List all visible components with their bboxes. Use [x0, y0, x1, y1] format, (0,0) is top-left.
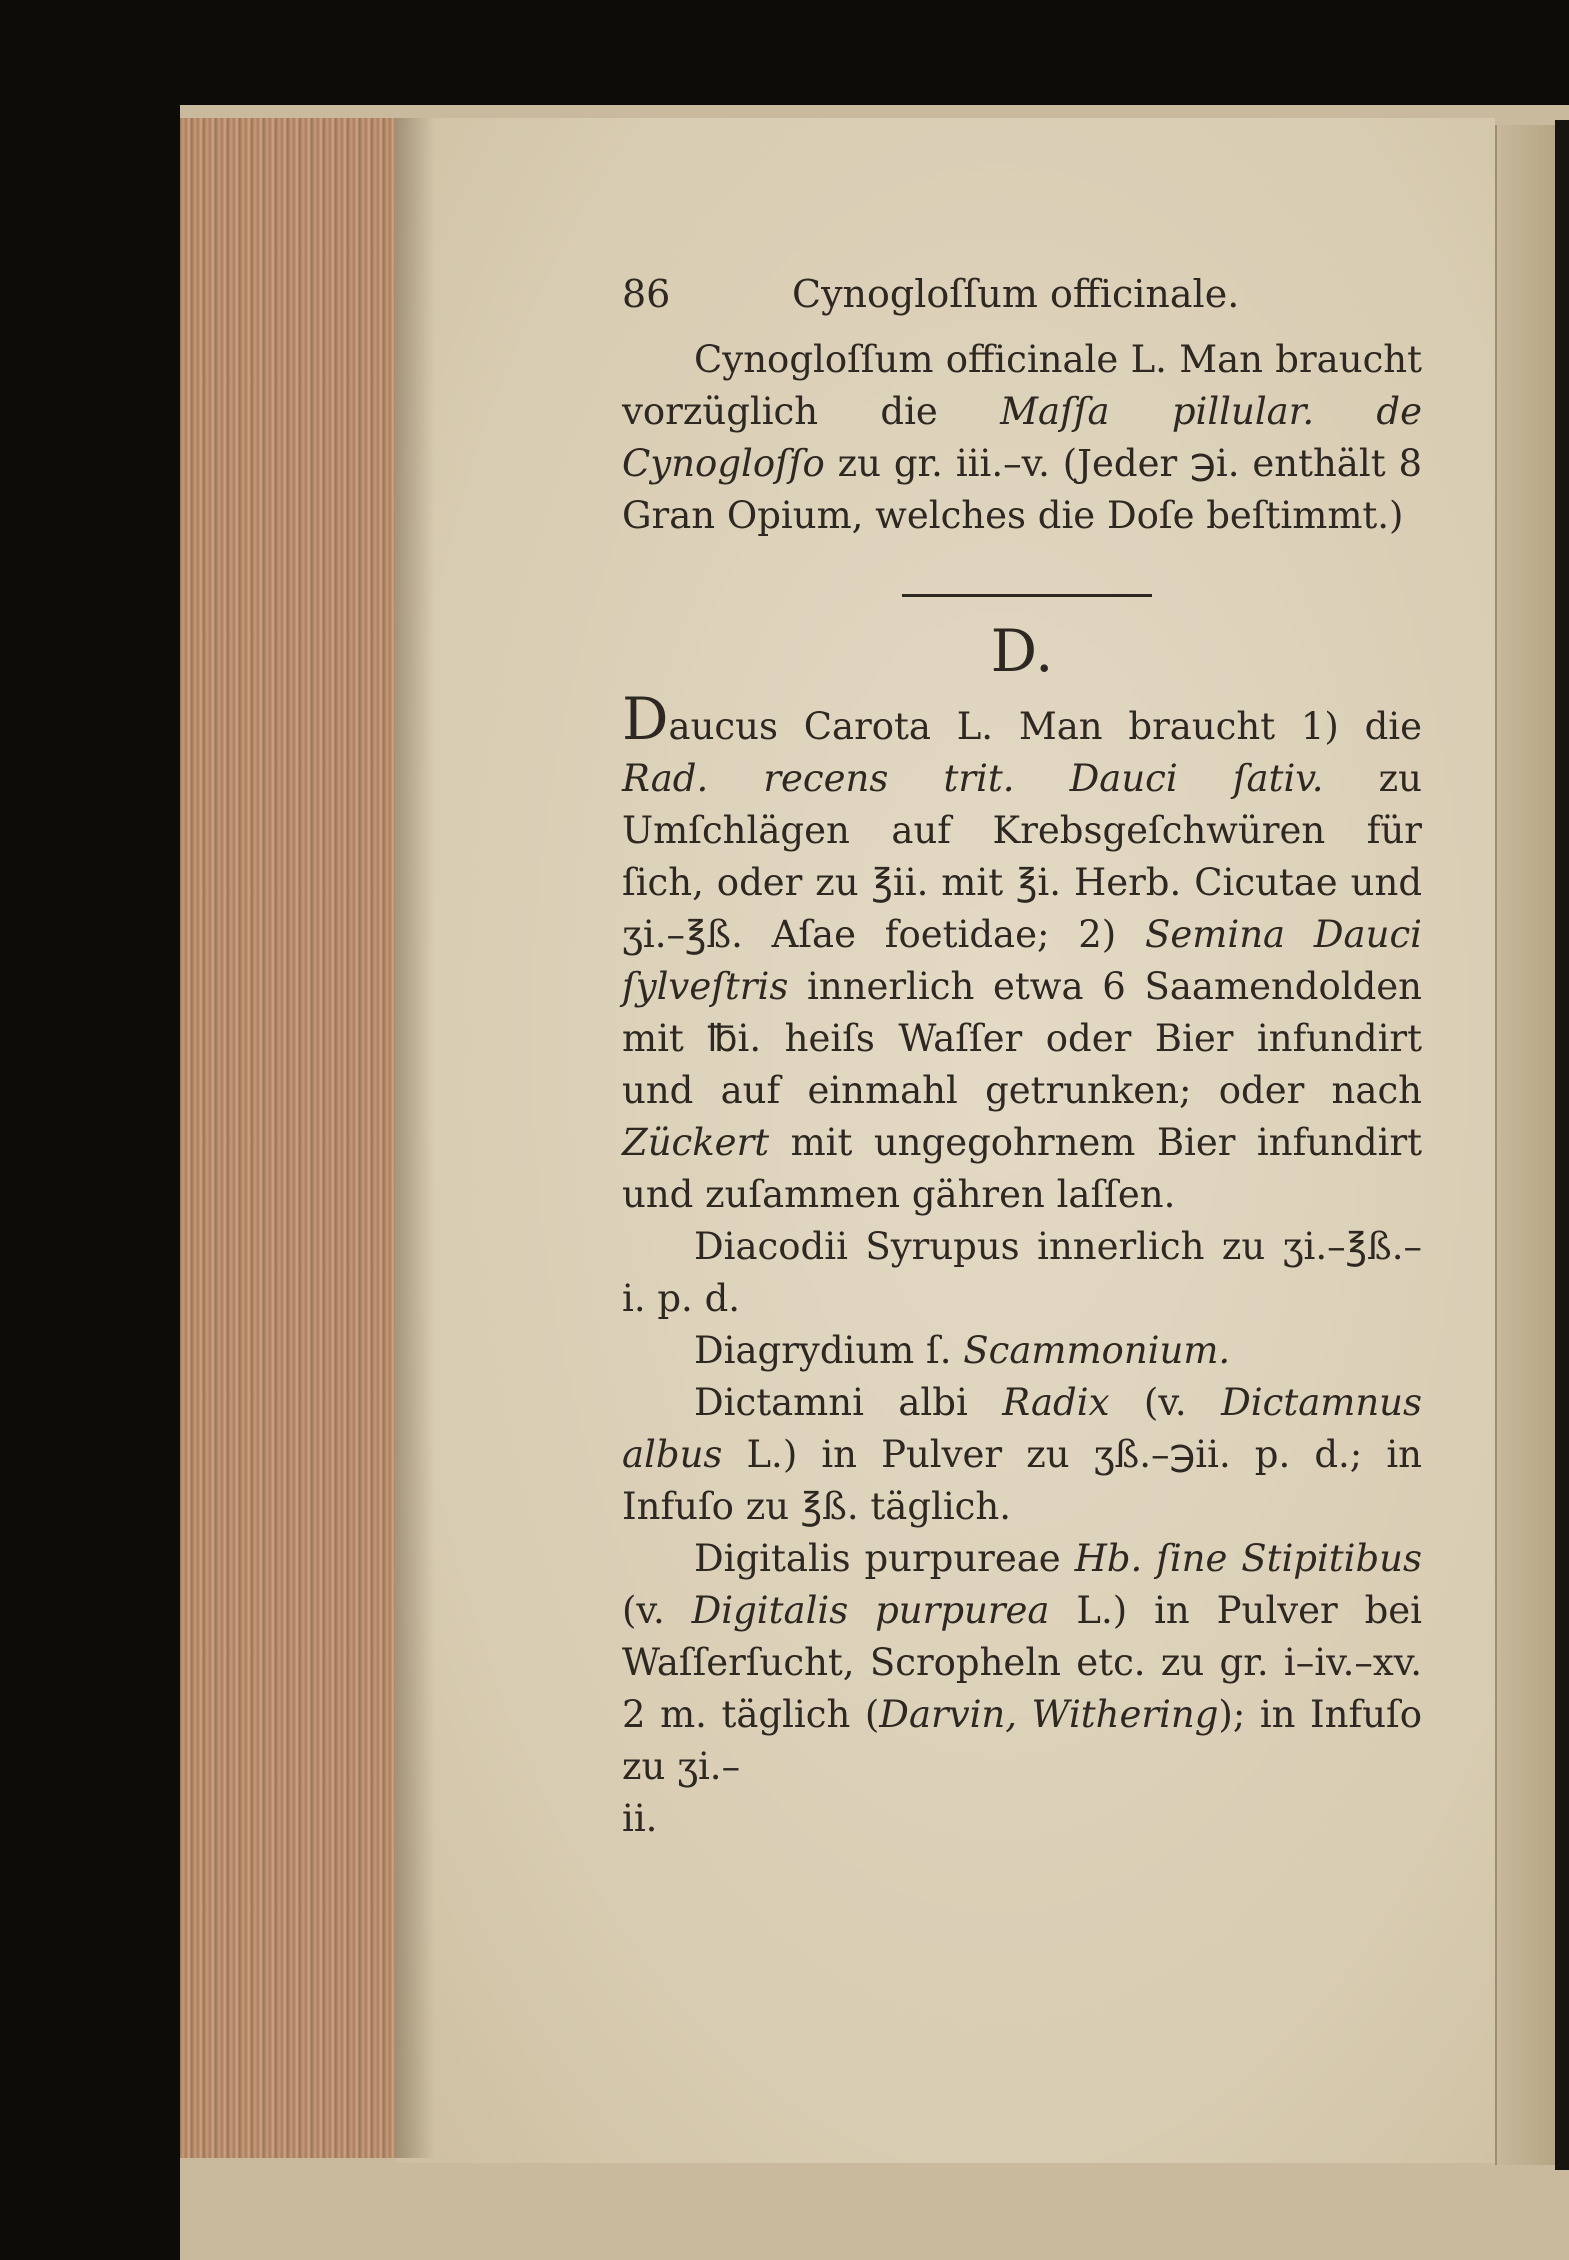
running-title: Cynogloſſum officinale. — [792, 272, 1240, 316]
italic-text: Rad. recens trit. Dauci ſativ. — [622, 757, 1324, 800]
right-border — [1555, 120, 1569, 2170]
paragraph-daucus — [622, 685, 1423, 1221]
page-header — [622, 268, 1422, 334]
italic-text: Semina Dauci ſylveſtris — [622, 913, 1423, 1008]
paragraph-dictamni — [622, 1377, 1422, 1533]
italic-text: Darvin, Withering — [879, 1693, 1219, 1736]
text: aucus Carota L. Man braucht 1) die — [668, 705, 1422, 748]
drop-cap: D — [622, 685, 669, 753]
italic-text: Digitalis purpurea — [691, 1589, 1050, 1632]
text: ); in Infuſo zu ʒi.– — [622, 1693, 1422, 1788]
paragraph-diagrydium — [622, 1325, 1422, 1377]
italic-text: Scammonium. — [963, 1329, 1231, 1372]
page-text — [622, 268, 1422, 1845]
text: Diagrydium ſ. — [694, 1329, 964, 1372]
text: (v. — [1109, 1381, 1222, 1424]
text: L.) in Pulver bei Waſſerſucht, Scropheln etc. zu gr. i–iv.–xv. 2 m. täglich ( — [622, 1589, 1422, 1736]
italic-text: Dictamnus albus — [622, 1381, 1422, 1476]
text: (v. — [622, 1589, 692, 1632]
facing-page-edge — [1495, 125, 1557, 2165]
page-edges — [180, 118, 397, 2158]
paragraph-cynoglossum — [622, 334, 1422, 542]
italic-text: Radix — [1002, 1381, 1110, 1424]
paragraph-digitalis — [622, 1533, 1422, 1793]
italic-text: Hb. ſine Stipitibus — [1074, 1537, 1422, 1580]
text: zu Umſchlägen auf Krebsgeſchwüren für ſich, oder zu ℥ii. mit ℥i. Herb. Cicutae und ʒi.–℥ß. Aſae foetidae; 2) — [622, 757, 1423, 956]
text: Cynogloſſum officinale L. Man braucht vorzüglich die — [622, 338, 1422, 433]
italic-text: Maſſa pillular. de Cynogloſſo — [622, 390, 1422, 485]
text: mit ungegohrnem Bier infundirt und zuſammen gähren laſſen. — [622, 1121, 1422, 1216]
text: L.) in Pulver zu ʒß.–℈ii. p. d.; in Infuſo zu ℥ß. täglich. — [622, 1433, 1422, 1528]
text: zu gr. iii.–v. (Jeder ℈i. enthält 8 Gran Opium, welches die Doſe beſtimmt.) — [622, 442, 1422, 537]
italic-text: Zückert — [622, 1121, 770, 1164]
page-number: 86 — [622, 272, 671, 316]
paragraph-diacodii: Diacodii Syrupus innerlich zu ʒi.–℥ß.–i. p. d. — [622, 1225, 1422, 1320]
gutter-shadow — [395, 118, 435, 2158]
section-rule — [902, 594, 1152, 597]
catchword: ii. — [622, 1797, 658, 1840]
text: Dictamni albi — [694, 1381, 1003, 1424]
text: Digitalis purpureae — [694, 1537, 1075, 1580]
text: innerlich etwa 6 Saamendolden mit ℔i. heiſs Waſſer oder Bier infundirt und auf einmahl getrunken; oder nach — [622, 965, 1422, 1112]
section-heading: D. — [990, 617, 1054, 685]
